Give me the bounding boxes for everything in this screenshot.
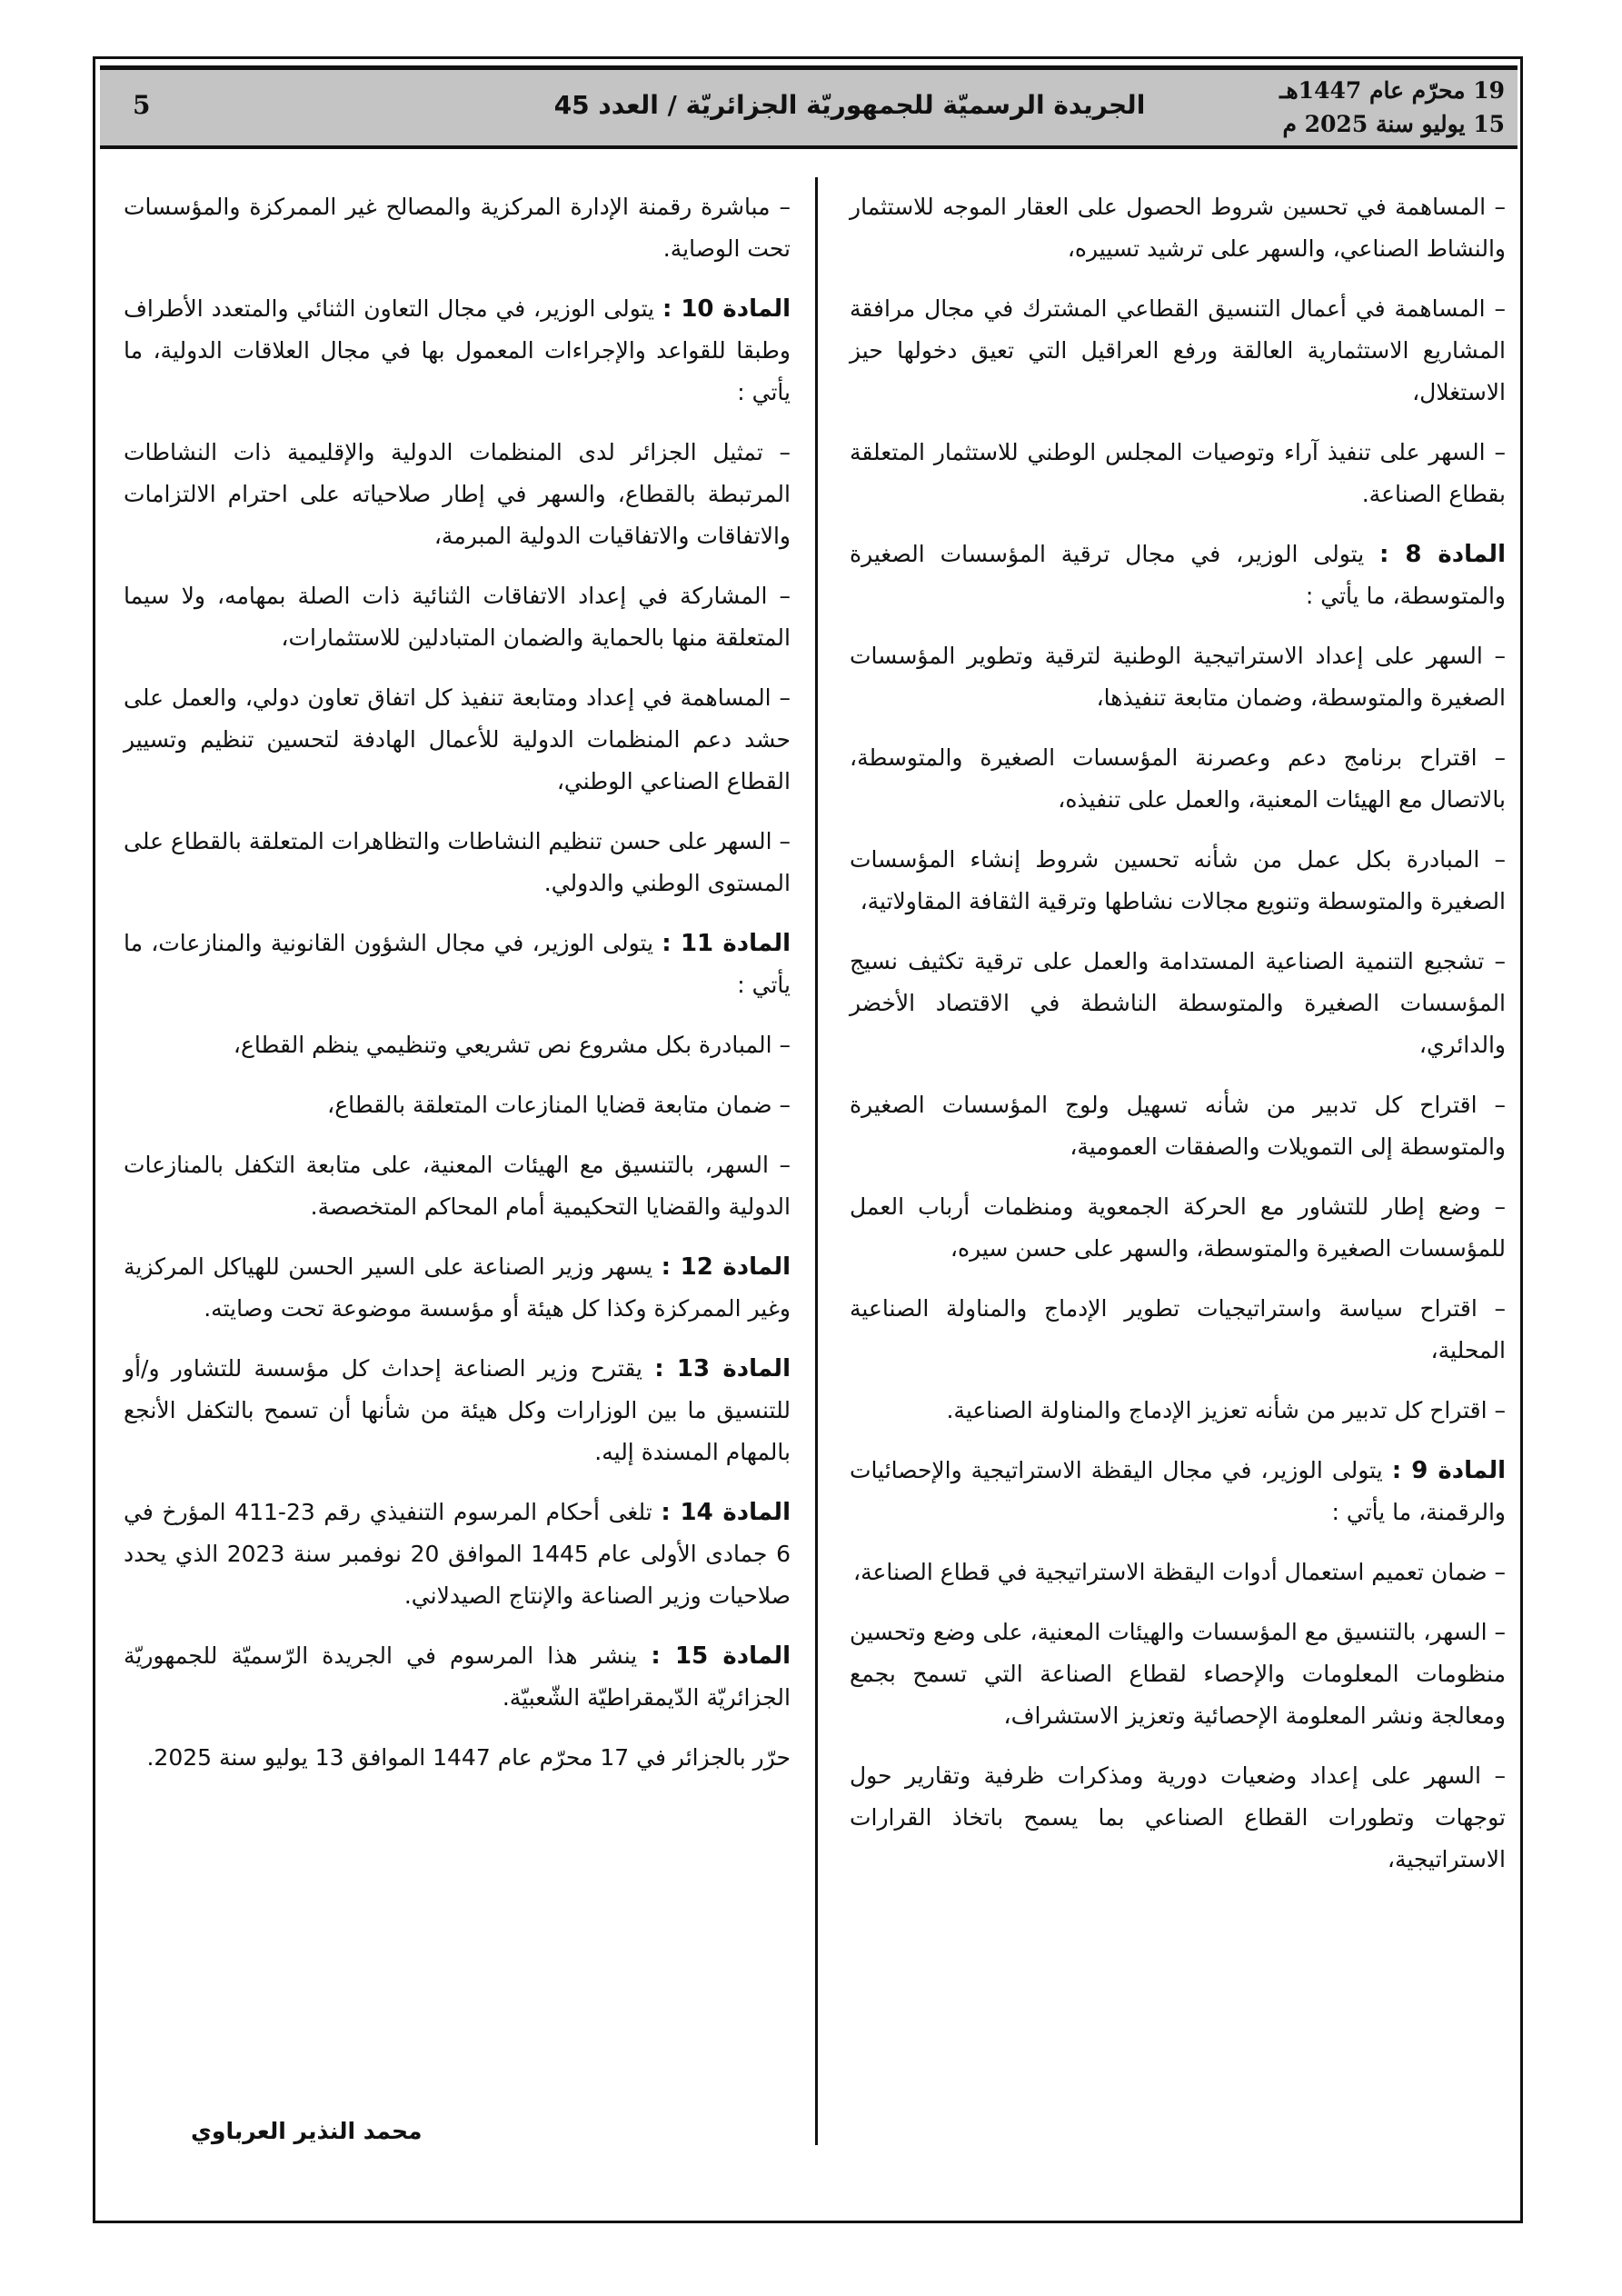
- paragraph-text: – مباشرة رقمنة الإدارة المركزية والمصالح غير الممركزة والمؤسسات تحت الوصاية.: [124, 194, 791, 262]
- article-paragraph: [124, 1348, 791, 1473]
- article-paragraph: [850, 1450, 1506, 1533]
- article-paragraph: [124, 1492, 791, 1617]
- paragraph-text: – السهر، بالتنسيق مع المؤسسات والهيئات المعنية، على وضع وتحسين منظومات المعلومات والإحصاء لقطاع الصناعة التي تسمح بجمع ومعالجة ونشر المعلومة الإحصائية وتعزيز الاستشراف،: [850, 1619, 1506, 1729]
- paragraph-text: – اقتراح كل تدبير من شأنه تعزيز الإدماج والمناولة الصناعية.: [946, 1397, 1506, 1423]
- article-label: المادة 12 :: [661, 1253, 791, 1281]
- paragraph-text: – السهر على تنفيذ آراء وتوصيات المجلس الوطني للاستثمار المتعلقة بقطاع الصناعة.: [850, 439, 1506, 507]
- paragraph: [850, 432, 1506, 515]
- right-column: [850, 186, 1506, 1899]
- paragraph-text: يقترح وزير الصناعة إحداث كل مؤسسة للتشاور و/أو للتنسيق ما بين الوزارات وكل هيئة من شأنها أن تسمح بالتكفل الأنجع بالمهام المسندة إليه.: [124, 1355, 791, 1465]
- paragraph-text: – ضمان متابعة قضايا المنازعات المتعلقة بالقطاع،: [327, 1092, 791, 1118]
- paragraph: [850, 1755, 1506, 1881]
- column-divider: [815, 177, 818, 2145]
- paragraph: [124, 1024, 791, 1066]
- paragraph: [124, 575, 791, 659]
- paragraph-text: – اقتراح كل تدبير من شأنه تسهيل ولوج المؤسسات الصغيرة والمتوسطة إلى التمويلات والصفقات العمومية،: [850, 1092, 1506, 1160]
- paragraph-text: – السهر على إعداد الاستراتيجية الوطنية لترقية وتطوير المؤسسات الصغيرة والمتوسطة، وضمان متابعة تنفيذها،: [850, 643, 1506, 711]
- paragraph: [850, 1612, 1506, 1737]
- paragraph-text: تلغى أحكام المرسوم التنفيذي رقم 23-411 المؤرخ في 6 جمادى الأولى عام 1445 الموافق 20 نوفمبر سنة 2023 الذي يحدد صلاحيات وزير الصناعة والإنتاج الصيدلاني.: [124, 1499, 791, 1609]
- article-label: المادة 13 :: [654, 1355, 791, 1383]
- paragraph: [124, 1084, 791, 1126]
- article-paragraph: [124, 923, 791, 1006]
- paragraph-text: – تشجيع التنمية الصناعية المستدامة والعمل على ترقية تكثيف نسيج المؤسسات الصغيرة والمتوسطة الناشطة في الاقتصاد الأخضر والدائري،: [850, 948, 1506, 1058]
- paragraph-text: – وضع إطار للتشاور مع الحركة الجمعوية ومنظمات أرباب العمل للمؤسسات الصغيرة والمتوسطة، والسهر على حسن سيره،: [850, 1193, 1506, 1262]
- page-header: [100, 65, 1518, 149]
- paragraph: [850, 288, 1506, 414]
- date-hijri: 19 محرّم عام 1447هـ: [1279, 77, 1505, 104]
- paragraph-text: – السهر على حسن تنظيم النشاطات والتظاهرات المتعلقة بالقطاع على المستوى الوطني والدولي.: [124, 828, 791, 896]
- paragraph: [850, 1084, 1506, 1168]
- paragraph-text: – المساهمة في تحسين شروط الحصول على العقار الموجه للاستثمار والنشاط الصناعي، والسهر على ترشيد تسييره،: [850, 194, 1506, 262]
- paragraph-text: ينشر هذا المرسوم في الجريدة الرّسميّة للجمهوريّة الجزائريّة الدّيمقراطيّة الشّعبيّة.: [124, 1642, 791, 1711]
- article-label: المادة 15 :: [651, 1642, 791, 1670]
- paragraph: [850, 635, 1506, 719]
- date-gregorian: 15 يوليو سنة 2025 م: [1282, 111, 1505, 137]
- paragraph-text: – المشاركة في إعداد الاتفاقات الثنائية ذات الصلة بمهامه، ولا سيما المتعلقة منها بالحماية والضمان المتبادلين للاستثمارات،: [124, 583, 791, 651]
- paragraph-text: – السهر على إعداد وضعيات دورية ومذكرات ظرفية وتقارير حول توجهات وتطورات القطاع الصناعي بما يسمح باتخاذ القرارات الاستراتيجية،: [850, 1762, 1506, 1872]
- article-paragraph: [124, 288, 791, 414]
- paragraph: [850, 1390, 1506, 1432]
- paragraph-text: – اقتراح برنامج دعم وعصرنة المؤسسات الصغيرة والمتوسطة، بالاتصال مع الهيئات المعنية، والعمل على تنفيذه،: [850, 744, 1506, 813]
- paragraph-text: – ضمان تعميم استعمال أدوات اليقظة الاستراتيجية في قطاع الصناعة،: [853, 1559, 1506, 1585]
- paragraph: [850, 1288, 1506, 1372]
- paragraph-text: يتولى الوزير، في مجال التعاون الثنائي والمتعدد الأطراف وطبقا للقواعد والإجراءات المعمول بها في مجال العلاقات الدولية، ما يأتي :: [124, 295, 791, 405]
- paragraph: [124, 186, 791, 270]
- paragraph-text: – السهر، بالتنسيق مع الهيئات المعنية، على متابعة التكفل بالمنازعات الدولية والقضايا التحكيمية أمام المحاكم المتخصصة.: [124, 1152, 791, 1220]
- signature: محمد النذير العرباوي: [191, 2118, 423, 2144]
- paragraph-text: يتولى الوزير، في مجال اليقظة الاستراتيجية والإحصائيات والرقمنة، ما يأتي :: [850, 1457, 1506, 1525]
- paragraph: [124, 1144, 791, 1228]
- article-label: المادة 9 :: [1391, 1457, 1506, 1484]
- article-paragraph: [850, 534, 1506, 617]
- article-label: المادة 8 :: [1379, 541, 1506, 568]
- paragraph: [850, 737, 1506, 821]
- paragraph-text: – تمثيل الجزائر لدى المنظمات الدولية والإقليمية ذات النشاطات المرتبطة بالقطاع، والسهر في إطار صلاحياته على احترام الالتزامات والاتفاقات والاتفاقيات الدولية المبرمة،: [124, 439, 791, 549]
- paragraph: [124, 1737, 791, 1779]
- article-paragraph: [124, 1246, 791, 1330]
- left-column: [124, 186, 791, 1797]
- paragraph-text: – المساهمة في أعمال التنسيق القطاعي المشترك في مجال مرافقة المشاريع الاستثمارية العالقة ورفع العراقيل التي تعيق دخولها حيز الاستغلال،: [850, 295, 1506, 405]
- page-number: 5: [133, 90, 151, 120]
- paragraph-text: يتولى الوزير، في مجال ترقية المؤسسات الصغيرة والمتوسطة، ما يأتي :: [850, 541, 1506, 609]
- paragraph-text: – المساهمة في إعداد ومتابعة تنفيذ كل اتفاق تعاون دولي، والعمل على حشد دعم المنظمات الدولية للأعمال الهادفة لتحسين تنظيم وتسيير القطاع الصناعي الوطني،: [124, 684, 791, 794]
- journal-title: الجريدة الرسميّة للجمهوريّة الجزائريّة / العدد 45: [553, 90, 1146, 120]
- article-label: المادة 11 :: [662, 930, 791, 957]
- article-label: المادة 14 :: [661, 1499, 791, 1526]
- paragraph: [124, 821, 791, 904]
- paragraph-text: حرّر بالجزائر في 17 محرّم عام 1447 الموافق 13 يوليو سنة 2025.: [146, 1744, 791, 1771]
- paragraph: [850, 1186, 1506, 1270]
- paragraph: [850, 839, 1506, 923]
- paragraph: [850, 186, 1506, 270]
- paragraph: [850, 941, 1506, 1066]
- article-label: المادة 10 :: [662, 295, 791, 323]
- paragraph-text: – اقتراح سياسة واستراتيجيات تطوير الإدماج والمناولة الصناعية المحلية،: [850, 1295, 1506, 1363]
- paragraph: [850, 1552, 1506, 1593]
- paragraph-text: – المبادرة بكل مشروع نص تشريعي وتنظيمي ينظم القطاع،: [233, 1032, 791, 1058]
- paragraph-text: يتولى الوزير، في مجال الشؤون القانونية والمنازعات، ما يأتي :: [124, 930, 791, 998]
- paragraph-text: يسهر وزير الصناعة على السير الحسن للهياكل المركزية وغير الممركزة وكذا كل هيئة أو مؤسسة موضوعة تحت وصايته.: [124, 1253, 791, 1322]
- article-paragraph: [124, 1635, 791, 1719]
- paragraph: [124, 432, 791, 557]
- paragraph-text: – المبادرة بكل عمل من شأنه تحسين شروط إنشاء المؤسسات الصغيرة والمتوسطة وتنويع مجالات نشاطها وترقية الثقافة المقاولاتية،: [850, 846, 1506, 914]
- paragraph: [124, 677, 791, 803]
